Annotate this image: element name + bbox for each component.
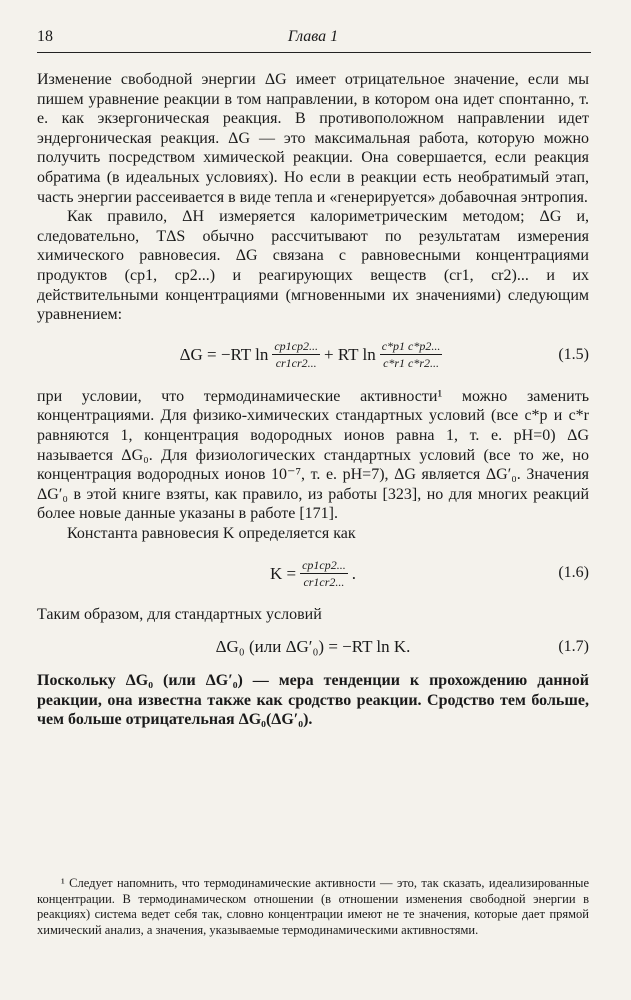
equation-lhs: K =	[269, 563, 297, 583]
paragraph: Таким образом, для стандартных условий	[37, 606, 322, 624]
fraction-numerator: cp1cp2...	[302, 557, 346, 572]
equation-fraction	[272, 339, 320, 370]
equation-fraction	[380, 339, 443, 370]
equation-lhs: ΔG = −RT ln	[179, 344, 269, 364]
page-header	[37, 28, 589, 48]
paragraph: Как правило, ΔH измеряется калориметрическим методом; ΔG и, следовательно, TΔS обычно рассчитывают по результатам измерения химического равновесия. ΔG связана с равновесными концентрациями продуктов (cp1, cp2...) и реагирующих веществ (cr1, cr2)... и их действительными концентрациями (мгновенными их значениями) следующим уравнением:	[37, 208, 589, 324]
fraction-denominator: cr1cr2...	[275, 356, 317, 371]
fraction-denominator: c*r1 c*r2...	[383, 356, 440, 371]
paragraph: при условии, что термодинамические активности¹ можно заменить концентрациями. Для физико-химических стандартных условий (все c*p и c*r равняются 1, концентрация водородных ионов равна 1, т. е. pH=0) ΔG называется ΔG₀. Для физиологических стандартных условий (все то же, но концентрация водородных ионов 10⁻⁷, т. е. pH=7), ΔG является ΔG′₀. Значения ΔG′₀ в этой книге взяты, как правило, из работы [323], но для многих реакций более новые данные указаны в работе [171].	[37, 387, 589, 523]
footnote	[37, 876, 589, 938]
fraction-numerator: c*p1 c*p2...	[381, 339, 441, 354]
fraction-numerator: cp1cp2...	[274, 339, 319, 354]
fraction-denominator: cr1cr2...	[303, 574, 345, 589]
equation-number: (1.5)	[558, 345, 589, 363]
paragraph: Изменение свободной энергии ΔG имеет отрицательное значение, если мы пишем уравнение реакции в том направлении, в котором она идет спонтанно, т. е. как экзергоническая реакция. В противоположном направлении идет эндергоническая реакция. ΔG — это максимальная работа, которую можно получить посредством химической реакции. Она совершается, если реакция обратима (в идеальных условиях). Но если в реакции есть необратимый этап, часть энергии рассеивается в виде тепла и «генерируется» добавочная энтропия.	[37, 71, 589, 206]
running-head: Глава 1	[287, 28, 339, 45]
equation-tail: .	[351, 563, 357, 583]
page-number: 18	[37, 28, 53, 45]
body-text	[37, 70, 589, 730]
paragraph: Поскольку ΔG₀ (или ΔG′₀) — мера тенденции к прохождению данной реакции, она известна также как сродство реакции. Сродство тем больше, чем больше отрицательная ΔG₀(ΔG′₀).	[37, 672, 589, 729]
equation-1-6	[37, 553, 589, 593]
equation-middle: + RT ln	[324, 344, 376, 364]
equation-1-7	[37, 633, 589, 661]
header-rule	[37, 52, 591, 53]
equation-body: ΔG₀ (или ΔG′₀) = −RT ln K.	[215, 637, 411, 657]
footnote-text: ¹ Следует напомнить, что термодинамические активности — это, так сказать, идеализированные концентрации. В термодинамическом отношении (в отношении изменения свободной энергии в реакциях) система ведет себя так, словно концентрации имеют не те значения, которые дает прямой химический анализ, а значения, указываемые термодинамическими активностями.	[37, 876, 589, 937]
equation-1-5	[37, 335, 589, 375]
equation-number: (1.7)	[558, 638, 589, 656]
equation-number: (1.6)	[558, 564, 589, 582]
paragraph: Константа равновесия K определяется как	[67, 524, 356, 542]
equation-fraction	[300, 558, 348, 589]
